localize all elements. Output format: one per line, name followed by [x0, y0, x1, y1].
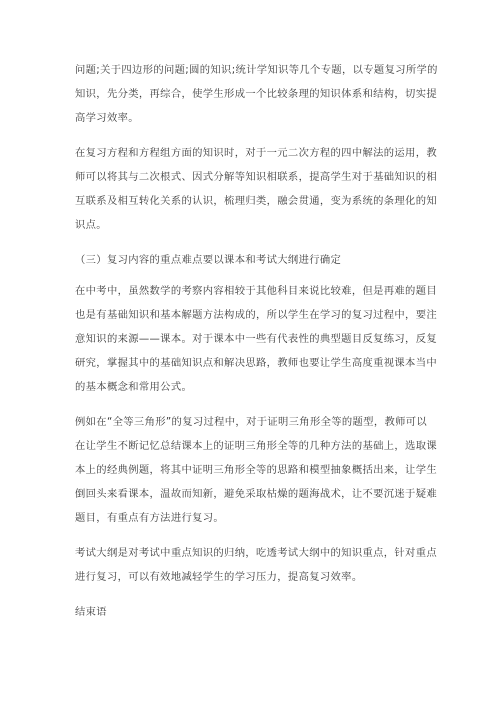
section-heading: （三）复习内容的重点难点要以课本和考试大纲进行确定 — [75, 254, 342, 266]
text-line: 考试大纲是对考试中重点知识的归纳，吃透考试大纲中的知识重点，针对重点 — [75, 547, 437, 559]
text-line: 也是有基础知识和基本解题方法构成的，所以学生在学习的复习过程中，要注 — [75, 309, 437, 321]
text-line: 的基本概念和常用公式。 — [75, 381, 193, 393]
conclusion-heading: 结束语 — [75, 606, 107, 618]
text-line: 问题;关于四边形的问题;圆的知识;统计学知识等几个专题，以专题复习所学的 — [75, 64, 438, 76]
text-line: 识点。 — [75, 219, 107, 231]
text-line: 在复习方程和方程组方面的知识时，对于一元二次方程的四中解法的运用，教 — [75, 147, 437, 159]
text-line: 研究，掌握其中的基础知识点和解决思路，教师也要让学生高度重视课本当中 — [75, 357, 437, 369]
text-line: 在中考中，虽然数学的考察内容相较于其他科目来说比较难，但是再难的题目 — [75, 285, 437, 297]
text-line: 进行复习，可以有效地减轻学生的学习压力，提高复习效率。 — [75, 571, 363, 583]
text-line: 倒回头来看课本，温故而知新，避免采取枯燥的题海战术，让不要沉迷于疑难 — [75, 488, 437, 500]
text-line: 在让学生不断记忆总结课本上的证明三角形全等的几种方法的基础上，选取课 — [75, 440, 437, 452]
text-line: 知识，先分类，再综合，使学生形成一个比较条理的知识体系和结构，切实提 — [75, 88, 437, 100]
text-line: 意知识的来源——课本。对于课本中一些有代表性的典型题目反复练习，反复 — [75, 333, 437, 345]
text-line: 师可以将其与二次根式、因式分解等知识相联系，提高学生对于基础知识的相 — [75, 171, 437, 183]
text-line: 互联系及相互转化关系的认识，梳理归类，融会贯通，变为系统的条理化的知 — [75, 195, 437, 207]
text-line: 例如在“全等三角形”的复习过程中，对于证明三角形全等的题型，教师可以 — [75, 416, 428, 428]
text-line: 题目，有重点有方法进行复习。 — [75, 512, 225, 524]
text-line: 本上的经典例题，将其中证明三角形全等的思路和模型抽象概括出来，让学生 — [75, 464, 437, 476]
text-line: 高学习效率。 — [75, 112, 139, 124]
